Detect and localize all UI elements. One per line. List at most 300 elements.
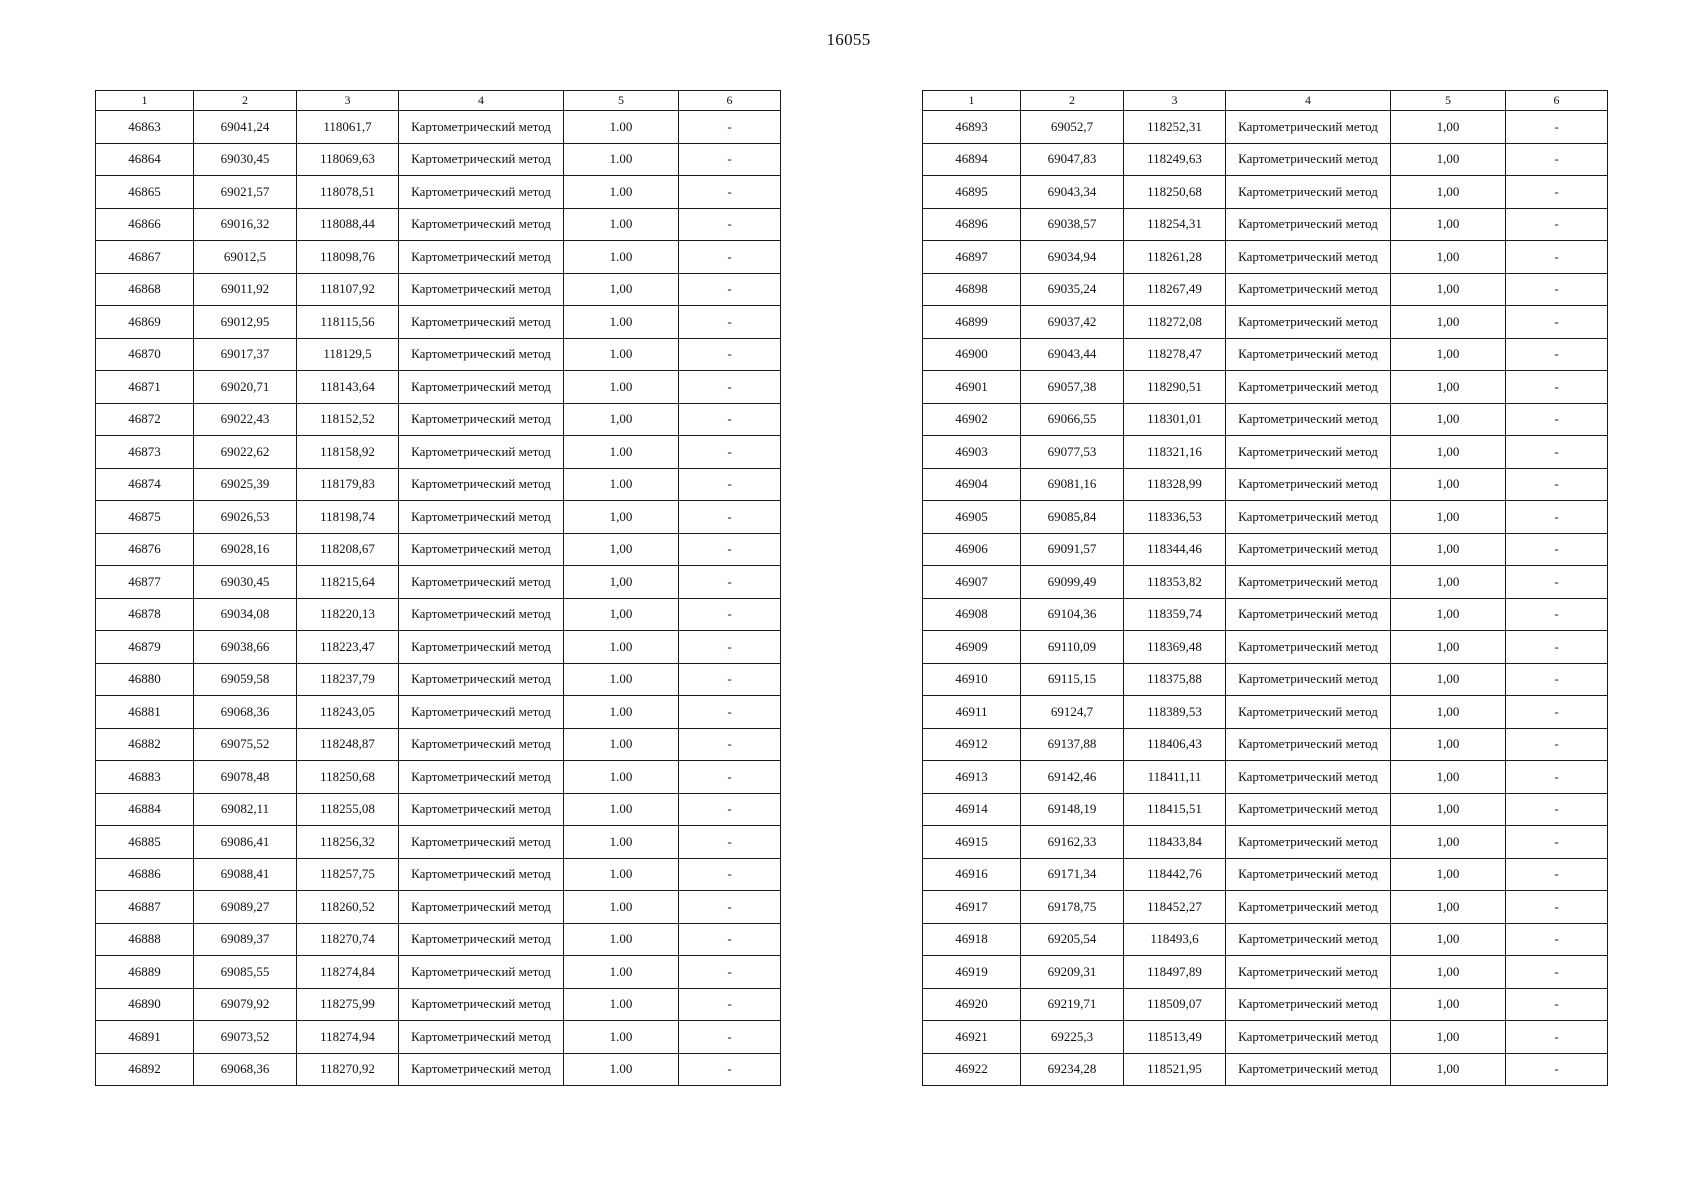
- method-cell: Картометрический метод: [399, 176, 564, 209]
- x-coordinate-cell: 69052,7: [1021, 111, 1124, 144]
- table-header-row: [923, 91, 1608, 111]
- y-coordinate-cell: 118278,47: [1124, 338, 1226, 371]
- accuracy-cell: 1,00: [564, 566, 679, 599]
- point-number-cell: 46864: [96, 143, 194, 176]
- method-cell: Картометрический метод: [399, 371, 564, 404]
- y-coordinate-cell: 118255,08: [297, 793, 399, 826]
- x-coordinate-cell: 69171,34: [1021, 858, 1124, 891]
- table-row: [96, 1053, 781, 1086]
- y-coordinate-cell: 118158,92: [297, 436, 399, 469]
- y-coordinate-cell: 118509,07: [1124, 988, 1226, 1021]
- table-row: [923, 208, 1608, 241]
- note-cell: -: [1506, 1053, 1608, 1086]
- x-coordinate-cell: 69016,32: [194, 208, 297, 241]
- note-cell: -: [679, 761, 781, 794]
- point-number-cell: 46902: [923, 403, 1021, 436]
- table-row: [96, 111, 781, 144]
- y-coordinate-cell: 118321,16: [1124, 436, 1226, 469]
- method-cell: Картометрический метод: [1226, 793, 1391, 826]
- point-number-cell: 46895: [923, 176, 1021, 209]
- accuracy-cell: 1,00: [1391, 956, 1506, 989]
- point-number-cell: 46909: [923, 631, 1021, 664]
- accuracy-cell: 1.00: [564, 858, 679, 891]
- method-cell: Картометрический метод: [1226, 923, 1391, 956]
- method-cell: Картометрический метод: [1226, 533, 1391, 566]
- y-coordinate-cell: 118336,53: [1124, 501, 1226, 534]
- note-cell: -: [1506, 793, 1608, 826]
- point-number-cell: 46878: [96, 598, 194, 631]
- method-cell: Картометрический метод: [1226, 988, 1391, 1021]
- method-cell: Картометрический метод: [1226, 761, 1391, 794]
- method-cell: Картометрический метод: [399, 761, 564, 794]
- accuracy-cell: 1,00: [1391, 663, 1506, 696]
- note-cell: -: [1506, 371, 1608, 404]
- x-coordinate-cell: 69137,88: [1021, 728, 1124, 761]
- table-row: [96, 176, 781, 209]
- accuracy-cell: 1.00: [564, 338, 679, 371]
- note-cell: -: [1506, 273, 1608, 306]
- x-coordinate-cell: 69110,09: [1021, 631, 1124, 664]
- y-coordinate-cell: 118208,67: [297, 533, 399, 566]
- y-coordinate-cell: 118375,88: [1124, 663, 1226, 696]
- table-row: [923, 631, 1608, 664]
- accuracy-cell: 1.00: [564, 176, 679, 209]
- column-header: 3: [297, 91, 399, 111]
- table-row: [96, 988, 781, 1021]
- accuracy-cell: 1.00: [564, 891, 679, 924]
- note-cell: -: [1506, 598, 1608, 631]
- y-coordinate-cell: 118369,48: [1124, 631, 1226, 664]
- table-row: [923, 111, 1608, 144]
- table-row: [96, 891, 781, 924]
- point-number-cell: 46900: [923, 338, 1021, 371]
- x-coordinate-cell: 69043,44: [1021, 338, 1124, 371]
- note-cell: -: [1506, 241, 1608, 274]
- method-cell: Картометрический метод: [399, 566, 564, 599]
- point-number-cell: 46881: [96, 696, 194, 729]
- note-cell: -: [1506, 501, 1608, 534]
- y-coordinate-cell: 118513,49: [1124, 1021, 1226, 1054]
- point-number-cell: 46910: [923, 663, 1021, 696]
- accuracy-cell: 1,00: [1391, 1053, 1506, 1086]
- accuracy-cell: 1,00: [1391, 241, 1506, 274]
- y-coordinate-cell: 118353,82: [1124, 566, 1226, 599]
- accuracy-cell: 1,00: [1391, 306, 1506, 339]
- method-cell: Картометрический метод: [1226, 598, 1391, 631]
- accuracy-cell: 1,00: [1391, 598, 1506, 631]
- note-cell: -: [679, 501, 781, 534]
- note-cell: -: [679, 631, 781, 664]
- point-number-cell: 46874: [96, 468, 194, 501]
- point-number-cell: 46898: [923, 273, 1021, 306]
- note-cell: -: [1506, 761, 1608, 794]
- point-number-cell: 46911: [923, 696, 1021, 729]
- x-coordinate-cell: 69219,71: [1021, 988, 1124, 1021]
- y-coordinate-cell: 118223,47: [297, 631, 399, 664]
- accuracy-cell: 1.00: [564, 468, 679, 501]
- point-number-cell: 46896: [923, 208, 1021, 241]
- point-number-cell: 46905: [923, 501, 1021, 534]
- note-cell: -: [679, 891, 781, 924]
- table-row: [923, 728, 1608, 761]
- accuracy-cell: 1,00: [564, 533, 679, 566]
- accuracy-cell: 1,00: [1391, 1021, 1506, 1054]
- method-cell: Картометрический метод: [399, 403, 564, 436]
- note-cell: -: [1506, 111, 1608, 144]
- accuracy-cell: 1,00: [1391, 728, 1506, 761]
- table-row: [923, 241, 1608, 274]
- method-cell: Картометрический метод: [1226, 631, 1391, 664]
- note-cell: -: [1506, 1021, 1608, 1054]
- table-row: [96, 241, 781, 274]
- y-coordinate-cell: 118267,49: [1124, 273, 1226, 306]
- method-cell: Картометрический метод: [1226, 1021, 1391, 1054]
- x-coordinate-cell: 69086,41: [194, 826, 297, 859]
- accuracy-cell: 1.00: [564, 988, 679, 1021]
- table-row: [923, 338, 1608, 371]
- x-coordinate-cell: 69082,11: [194, 793, 297, 826]
- note-cell: -: [679, 923, 781, 956]
- point-number-cell: 46886: [96, 858, 194, 891]
- method-cell: Картометрический метод: [1226, 403, 1391, 436]
- x-coordinate-cell: 69078,48: [194, 761, 297, 794]
- method-cell: Картометрический метод: [1226, 566, 1391, 599]
- x-coordinate-cell: 69017,37: [194, 338, 297, 371]
- x-coordinate-cell: 69034,94: [1021, 241, 1124, 274]
- x-coordinate-cell: 69066,55: [1021, 403, 1124, 436]
- point-number-cell: 46880: [96, 663, 194, 696]
- table-row: [96, 793, 781, 826]
- method-cell: Картометрический метод: [399, 891, 564, 924]
- table-row: [923, 436, 1608, 469]
- x-coordinate-cell: 69073,52: [194, 1021, 297, 1054]
- column-header: 2: [1021, 91, 1124, 111]
- column-header: 4: [1226, 91, 1391, 111]
- point-number-cell: 46877: [96, 566, 194, 599]
- accuracy-cell: 1,00: [1391, 371, 1506, 404]
- column-header: 6: [679, 91, 781, 111]
- y-coordinate-cell: 118521,95: [1124, 1053, 1226, 1086]
- y-coordinate-cell: 118115,56: [297, 306, 399, 339]
- method-cell: Картометрический метод: [1226, 826, 1391, 859]
- accuracy-cell: 1.00: [564, 696, 679, 729]
- accuracy-cell: 1.00: [564, 761, 679, 794]
- y-coordinate-cell: 118301,01: [1124, 403, 1226, 436]
- x-coordinate-cell: 69075,52: [194, 728, 297, 761]
- accuracy-cell: 1,00: [1391, 826, 1506, 859]
- table-row: [96, 956, 781, 989]
- point-number-cell: 46906: [923, 533, 1021, 566]
- note-cell: -: [1506, 923, 1608, 956]
- note-cell: -: [1506, 858, 1608, 891]
- y-coordinate-cell: 118389,53: [1124, 696, 1226, 729]
- accuracy-cell: 1.00: [564, 143, 679, 176]
- note-cell: -: [1506, 891, 1608, 924]
- x-coordinate-cell: 69085,84: [1021, 501, 1124, 534]
- point-number-cell: 46907: [923, 566, 1021, 599]
- note-cell: -: [679, 728, 781, 761]
- note-cell: -: [679, 956, 781, 989]
- method-cell: Картометрический метод: [1226, 858, 1391, 891]
- note-cell: -: [679, 241, 781, 274]
- accuracy-cell: 1,00: [1391, 566, 1506, 599]
- point-number-cell: 46890: [96, 988, 194, 1021]
- x-coordinate-cell: 69205,54: [1021, 923, 1124, 956]
- x-coordinate-cell: 69162,33: [1021, 826, 1124, 859]
- table-row: [923, 306, 1608, 339]
- x-coordinate-cell: 69124,7: [1021, 696, 1124, 729]
- table-row: [96, 468, 781, 501]
- method-cell: Картометрический метод: [399, 436, 564, 469]
- x-coordinate-cell: 69085,55: [194, 956, 297, 989]
- table-row: [923, 533, 1608, 566]
- table-row: [96, 436, 781, 469]
- point-number-cell: 46901: [923, 371, 1021, 404]
- note-cell: -: [1506, 436, 1608, 469]
- x-coordinate-cell: 69099,49: [1021, 566, 1124, 599]
- y-coordinate-cell: 118252,31: [1124, 111, 1226, 144]
- method-cell: Картометрический метод: [399, 241, 564, 274]
- method-cell: Картометрический метод: [399, 143, 564, 176]
- method-cell: Картометрический метод: [399, 858, 564, 891]
- point-number-cell: 46867: [96, 241, 194, 274]
- accuracy-cell: 1,00: [1391, 403, 1506, 436]
- x-coordinate-cell: 69041,24: [194, 111, 297, 144]
- point-number-cell: 46865: [96, 176, 194, 209]
- x-coordinate-cell: 69079,92: [194, 988, 297, 1021]
- point-number-cell: 46920: [923, 988, 1021, 1021]
- x-coordinate-cell: 69047,83: [1021, 143, 1124, 176]
- x-coordinate-cell: 69037,42: [1021, 306, 1124, 339]
- method-cell: Картометрический метод: [1226, 176, 1391, 209]
- table-row: [923, 468, 1608, 501]
- x-coordinate-cell: 69028,16: [194, 533, 297, 566]
- point-number-cell: 46873: [96, 436, 194, 469]
- accuracy-cell: 1,00: [1391, 111, 1506, 144]
- y-coordinate-cell: 118249,63: [1124, 143, 1226, 176]
- x-coordinate-cell: 69089,27: [194, 891, 297, 924]
- note-cell: -: [1506, 988, 1608, 1021]
- y-coordinate-cell: 118069,63: [297, 143, 399, 176]
- point-number-cell: 46870: [96, 338, 194, 371]
- point-number-cell: 46903: [923, 436, 1021, 469]
- point-number-cell: 46915: [923, 826, 1021, 859]
- y-coordinate-cell: 118493,6: [1124, 923, 1226, 956]
- x-coordinate-cell: 69209,31: [1021, 956, 1124, 989]
- y-coordinate-cell: 118256,32: [297, 826, 399, 859]
- point-number-cell: 46919: [923, 956, 1021, 989]
- point-number-cell: 46882: [96, 728, 194, 761]
- point-number-cell: 46863: [96, 111, 194, 144]
- y-coordinate-cell: 118275,99: [297, 988, 399, 1021]
- table-row: [923, 826, 1608, 859]
- note-cell: -: [679, 436, 781, 469]
- x-coordinate-cell: 69038,57: [1021, 208, 1124, 241]
- accuracy-cell: 1,00: [564, 501, 679, 534]
- method-cell: Картометрический метод: [1226, 891, 1391, 924]
- y-coordinate-cell: 118098,76: [297, 241, 399, 274]
- x-coordinate-cell: 69030,45: [194, 143, 297, 176]
- accuracy-cell: 1,00: [1391, 761, 1506, 794]
- table-row: [923, 696, 1608, 729]
- column-header: 1: [923, 91, 1021, 111]
- x-coordinate-cell: 69059,58: [194, 663, 297, 696]
- table-row: [96, 403, 781, 436]
- note-cell: -: [1506, 696, 1608, 729]
- accuracy-cell: 1,00: [1391, 338, 1506, 371]
- accuracy-cell: 1.00: [564, 826, 679, 859]
- table-row: [96, 338, 781, 371]
- table-row: [923, 143, 1608, 176]
- note-cell: -: [1506, 176, 1608, 209]
- note-cell: -: [1506, 956, 1608, 989]
- method-cell: Картометрический метод: [399, 598, 564, 631]
- note-cell: -: [679, 273, 781, 306]
- table-row: [923, 1021, 1608, 1054]
- note-cell: -: [679, 1021, 781, 1054]
- y-coordinate-cell: 118497,89: [1124, 956, 1226, 989]
- accuracy-cell: 1,00: [1391, 533, 1506, 566]
- table-row: [96, 631, 781, 664]
- y-coordinate-cell: 118152,52: [297, 403, 399, 436]
- table-row: [923, 956, 1608, 989]
- note-cell: -: [679, 143, 781, 176]
- table-header-row: [96, 91, 781, 111]
- method-cell: Картометрический метод: [399, 826, 564, 859]
- table-row: [923, 273, 1608, 306]
- note-cell: -: [1506, 143, 1608, 176]
- point-number-cell: 46913: [923, 761, 1021, 794]
- point-number-cell: 46866: [96, 208, 194, 241]
- method-cell: Картометрический метод: [1226, 728, 1391, 761]
- coordinates-table-right: [922, 90, 1608, 1086]
- accuracy-cell: 1,00: [1391, 858, 1506, 891]
- note-cell: -: [1506, 826, 1608, 859]
- x-coordinate-cell: 69025,39: [194, 468, 297, 501]
- method-cell: Картометрический метод: [399, 988, 564, 1021]
- method-cell: Картометрический метод: [399, 111, 564, 144]
- y-coordinate-cell: 118254,31: [1124, 208, 1226, 241]
- note-cell: -: [1506, 338, 1608, 371]
- method-cell: Картометрический метод: [1226, 338, 1391, 371]
- x-coordinate-cell: 69035,24: [1021, 273, 1124, 306]
- accuracy-cell: 1.00: [564, 208, 679, 241]
- point-number-cell: 46871: [96, 371, 194, 404]
- method-cell: Картометрический метод: [1226, 468, 1391, 501]
- table-row: [923, 923, 1608, 956]
- point-number-cell: 46921: [923, 1021, 1021, 1054]
- accuracy-cell: 1.00: [564, 241, 679, 274]
- note-cell: -: [1506, 663, 1608, 696]
- method-cell: Картометрический метод: [1226, 306, 1391, 339]
- accuracy-cell: 1,00: [1391, 436, 1506, 469]
- table-row: [923, 988, 1608, 1021]
- table-row: [923, 1053, 1608, 1086]
- table-row: [96, 273, 781, 306]
- note-cell: -: [679, 468, 781, 501]
- accuracy-cell: 1,00: [564, 403, 679, 436]
- point-number-cell: 46887: [96, 891, 194, 924]
- y-coordinate-cell: 118274,84: [297, 956, 399, 989]
- point-number-cell: 46884: [96, 793, 194, 826]
- point-number-cell: 46892: [96, 1053, 194, 1086]
- table-row: [923, 663, 1608, 696]
- note-cell: -: [679, 1053, 781, 1086]
- x-coordinate-cell: 69011,92: [194, 273, 297, 306]
- y-coordinate-cell: 118433,84: [1124, 826, 1226, 859]
- accuracy-cell: 1.00: [564, 1053, 679, 1086]
- point-number-cell: 46912: [923, 728, 1021, 761]
- note-cell: -: [679, 598, 781, 631]
- point-number-cell: 46914: [923, 793, 1021, 826]
- point-number-cell: 46883: [96, 761, 194, 794]
- y-coordinate-cell: 118129,5: [297, 338, 399, 371]
- point-number-cell: 46917: [923, 891, 1021, 924]
- column-header: 5: [564, 91, 679, 111]
- column-header: 6: [1506, 91, 1608, 111]
- y-coordinate-cell: 118359,74: [1124, 598, 1226, 631]
- point-number-cell: 46899: [923, 306, 1021, 339]
- column-header: 2: [194, 91, 297, 111]
- y-coordinate-cell: 118415,51: [1124, 793, 1226, 826]
- x-coordinate-cell: 69022,62: [194, 436, 297, 469]
- note-cell: -: [679, 566, 781, 599]
- note-cell: -: [1506, 566, 1608, 599]
- note-cell: -: [1506, 208, 1608, 241]
- accuracy-cell: 1.00: [564, 923, 679, 956]
- note-cell: -: [679, 663, 781, 696]
- accuracy-cell: 1,00: [1391, 988, 1506, 1021]
- accuracy-cell: 1,00: [1391, 696, 1506, 729]
- y-coordinate-cell: 118061,7: [297, 111, 399, 144]
- table-row: [96, 533, 781, 566]
- method-cell: Картометрический метод: [1226, 241, 1391, 274]
- y-coordinate-cell: 118290,51: [1124, 371, 1226, 404]
- table-row: [96, 858, 781, 891]
- x-coordinate-cell: 69178,75: [1021, 891, 1124, 924]
- x-coordinate-cell: 69038,66: [194, 631, 297, 664]
- point-number-cell: 46894: [923, 143, 1021, 176]
- x-coordinate-cell: 69034,08: [194, 598, 297, 631]
- note-cell: -: [679, 533, 781, 566]
- accuracy-cell: 1,00: [1391, 468, 1506, 501]
- y-coordinate-cell: 118198,74: [297, 501, 399, 534]
- y-coordinate-cell: 118270,74: [297, 923, 399, 956]
- x-coordinate-cell: 69068,36: [194, 1053, 297, 1086]
- accuracy-cell: 1.00: [564, 111, 679, 144]
- y-coordinate-cell: 118272,08: [1124, 306, 1226, 339]
- x-coordinate-cell: 69088,41: [194, 858, 297, 891]
- y-coordinate-cell: 118248,87: [297, 728, 399, 761]
- note-cell: -: [1506, 728, 1608, 761]
- x-coordinate-cell: 69026,53: [194, 501, 297, 534]
- y-coordinate-cell: 118261,28: [1124, 241, 1226, 274]
- accuracy-cell: 1,00: [1391, 143, 1506, 176]
- point-number-cell: 46893: [923, 111, 1021, 144]
- point-number-cell: 46885: [96, 826, 194, 859]
- method-cell: Картометрический метод: [1226, 1053, 1391, 1086]
- x-coordinate-cell: 69104,36: [1021, 598, 1124, 631]
- column-header: 5: [1391, 91, 1506, 111]
- note-cell: -: [1506, 403, 1608, 436]
- table-row: [923, 501, 1608, 534]
- accuracy-cell: 1.00: [564, 371, 679, 404]
- y-coordinate-cell: 118243,05: [297, 696, 399, 729]
- accuracy-cell: 1,00: [1391, 891, 1506, 924]
- method-cell: Картометрический метод: [1226, 436, 1391, 469]
- note-cell: -: [679, 338, 781, 371]
- table-row: [96, 501, 781, 534]
